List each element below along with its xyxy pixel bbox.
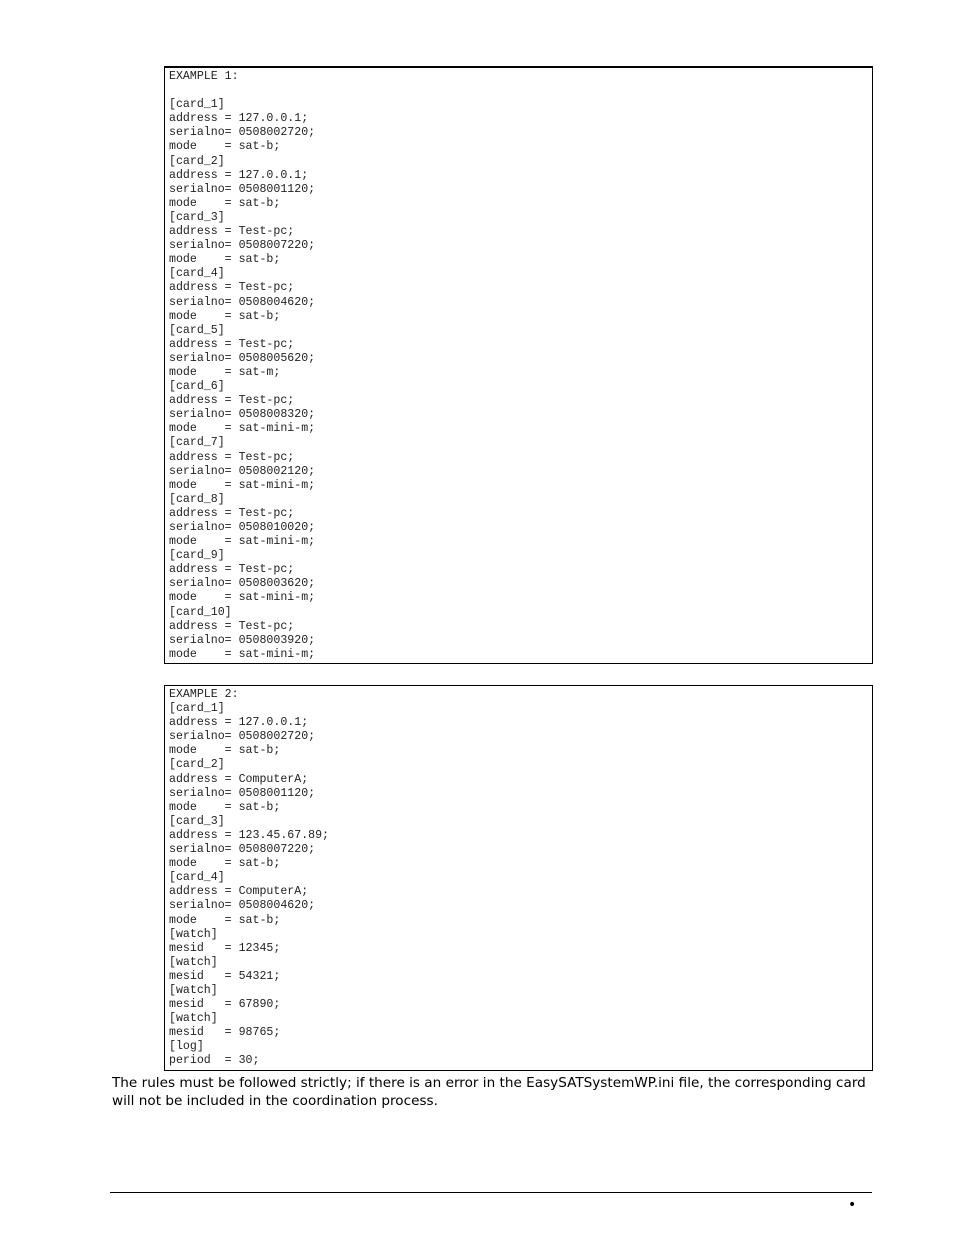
example-2-code-block (164, 685, 873, 1071)
code-line: mode = sat-b; (169, 857, 281, 871)
code-line: [watch] (169, 927, 218, 941)
code-line: [card_7] (169, 436, 225, 450)
code-line: address = 127.0.0.1; (169, 168, 309, 182)
code-line: address = Test-pc; (169, 394, 295, 408)
code-line (169, 84, 872, 98)
code-line: [card_6] (169, 380, 225, 394)
code-line: address = Test-pc; (169, 281, 295, 295)
code-line: EXAMPLE 2: (169, 688, 239, 701)
code-line: address = Test-pc; (169, 337, 295, 351)
code-line: serialno= 0508007220; (169, 843, 316, 857)
code-line: mode = sat-mini-m; (169, 478, 316, 492)
code-line: mode = sat-b; (169, 744, 281, 758)
code-line: mesid = 67890; (169, 998, 281, 1012)
code-line: [watch] (169, 1012, 218, 1026)
code-line: mode = sat-b; (169, 309, 281, 323)
code-line: mode = sat-m; (169, 365, 281, 379)
code-line: serialno= 0508008320; (169, 408, 316, 422)
code-line: serialno= 0508007220; (169, 239, 316, 253)
code-line: mode = sat-b; (169, 800, 281, 814)
code-line: [card_1] (169, 702, 225, 716)
code-line: [card_4] (169, 871, 225, 885)
code-line: mesid = 98765; (169, 1026, 281, 1040)
code-line: [log] (169, 1040, 204, 1054)
code-line: address = 123.45.67.89; (169, 828, 330, 842)
code-line: [card_1] (169, 98, 225, 112)
code-line: serialno= 0508004620; (169, 295, 316, 309)
code-line: [watch] (169, 983, 218, 997)
code-line: serialno= 0508003620; (169, 577, 316, 591)
code-line: serialno= 0508001120; (169, 786, 316, 800)
code-line: [card_2] (169, 154, 225, 168)
code-line: address = Test-pc; (169, 225, 295, 239)
code-line: [card_10] (169, 605, 232, 619)
code-line: mode = sat-b; (169, 140, 281, 154)
code-line: mode = sat-mini-m; (169, 535, 316, 549)
code-line: serialno= 0508005620; (169, 351, 316, 365)
body-paragraph: The rules must be followed strictly; if there is an error in the EasySATSystemWP.ini file, the corresponding card will not be included in the coordination process. (112, 1075, 866, 1109)
code-line: mode = sat-b; (169, 196, 281, 210)
code-line: [card_3] (169, 814, 225, 828)
code-line: address = Test-pc; (169, 506, 295, 520)
code-line: serialno= 0508004620; (169, 899, 316, 913)
example-1-code-block (164, 66, 873, 664)
code-line: address = 127.0.0.1; (169, 716, 309, 730)
code-line: address = Test-pc; (169, 450, 295, 464)
code-line: mode = sat-mini-m; (169, 647, 316, 661)
code-line: serialno= 0508002720; (169, 730, 316, 744)
code-line: [card_8] (169, 492, 225, 506)
code-line: address = ComputerA; (169, 772, 309, 786)
code-line: serialno= 0508002720; (169, 126, 316, 140)
code-line: mesid = 54321; (169, 969, 281, 983)
code-line: mode = sat-b; (169, 253, 281, 267)
code-line: mode = sat-b; (169, 913, 281, 927)
code-line: mode = sat-mini-m; (169, 422, 316, 436)
code-line: [card_3] (169, 210, 225, 224)
code-line: address = ComputerA; (169, 885, 309, 899)
code-line: serialno= 0508003920; (169, 633, 316, 647)
code-line: [card_4] (169, 267, 225, 281)
code-line: mode = sat-mini-m; (169, 591, 316, 605)
code-line: address = Test-pc; (169, 563, 295, 577)
code-line: serialno= 0508001120; (169, 182, 316, 196)
footer-bullet: • (848, 1197, 857, 1213)
code-line: [card_5] (169, 323, 225, 337)
code-line: EXAMPLE 1: (169, 70, 239, 83)
code-line: period = 30; (169, 1054, 260, 1068)
code-line: mesid = 12345; (169, 941, 281, 955)
code-line: serialno= 0508002120; (169, 464, 316, 478)
footer-divider (110, 1192, 872, 1193)
code-line: address = Test-pc; (169, 619, 295, 633)
code-line: [card_2] (169, 758, 225, 772)
code-line: [card_9] (169, 549, 225, 563)
code-line: address = 127.0.0.1; (169, 112, 309, 126)
code-line: serialno= 0508010020; (169, 521, 316, 534)
code-line: [watch] (169, 955, 218, 969)
